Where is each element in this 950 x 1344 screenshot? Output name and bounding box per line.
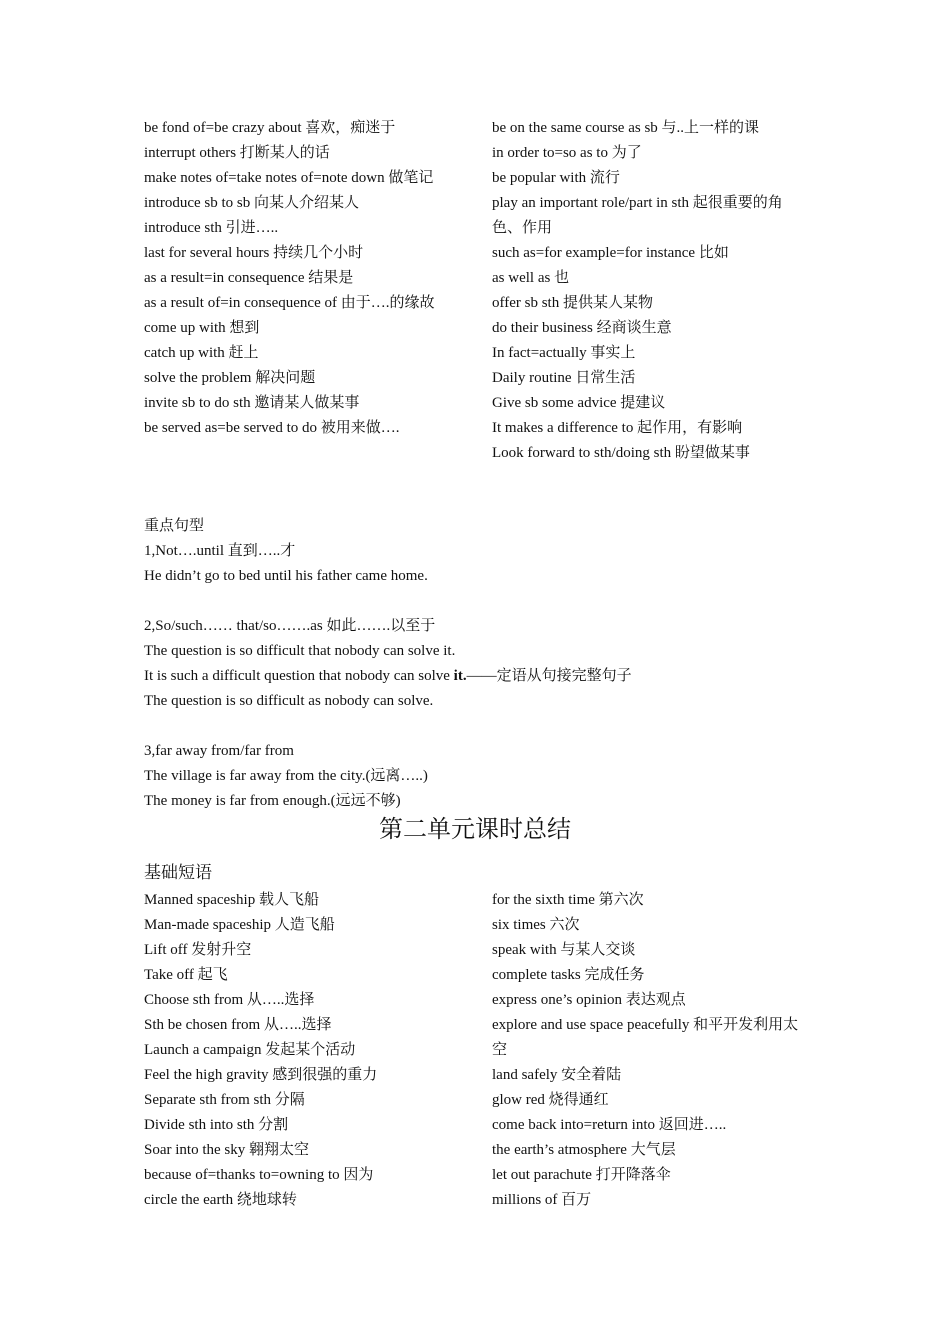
pattern-title: 1,Not….until 直到…..才 xyxy=(144,543,296,559)
phrase-item: Give sb some advice 提建议 xyxy=(492,395,666,411)
phrase-item: as a result of=in consequence of 由于….的缘故 xyxy=(144,295,435,311)
phrase-item: for the sixth time 第六次 xyxy=(492,892,644,908)
phrase-list-right-1 xyxy=(492,116,810,466)
phrase-item: Man-made spaceship 人造飞船 xyxy=(144,917,335,933)
phrase-item: make notes of=take notes of=note down 做笔记 xyxy=(144,170,434,186)
phrase-item: offer sb sth 提供某人某物 xyxy=(492,295,653,311)
example-sentence xyxy=(144,664,824,689)
phrase-item: In fact=actually 事实上 xyxy=(492,345,636,361)
phrase-item: Soar into the sky 翱翔太空 xyxy=(144,1142,309,1158)
phrase-item: do their business 经商谈生意 xyxy=(492,320,672,336)
phrase-item: Divide sth into sth 分割 xyxy=(144,1117,289,1133)
phrase-item: in order to=so as to 为了 xyxy=(492,145,642,161)
phrase-item: introduce sth 引进….. xyxy=(144,220,279,236)
phrase-item: interrupt others 打断某人的话 xyxy=(144,145,330,161)
phrase-item: last for several hours 持续几个小时 xyxy=(144,245,364,261)
phrase-item: Choose sth from 从…..选择 xyxy=(144,992,315,1008)
phrase-item: millions of 百万 xyxy=(492,1192,592,1208)
phrase-item: be popular with 流行 xyxy=(492,170,620,186)
example-text: It is such a difficult question that nobody can solve xyxy=(144,668,454,684)
spacer xyxy=(144,589,824,614)
phrase-item: be on the same course as sb 与..上一样的课 xyxy=(492,120,760,136)
phrase-item: Look forward to sth/doing sth 盼望做某事 xyxy=(492,445,750,461)
phrase-item: glow red 烧得通红 xyxy=(492,1092,609,1108)
pattern-title: 3,far away from/far from xyxy=(144,743,294,759)
phrase-item: six times 六次 xyxy=(492,917,580,933)
phrase-item: such as=for example=for instance 比如 xyxy=(492,245,729,261)
phrase-item: be served as=be served to do 被用来做…. xyxy=(144,420,400,436)
phrase-item: Feel the high gravity 感到很强的重力 xyxy=(144,1067,378,1083)
phrase-list-left-1 xyxy=(144,116,462,441)
phrase-item: let out parachute 打开降落伞 xyxy=(492,1167,671,1183)
phrase-item: Separate sth from sth 分隔 xyxy=(144,1092,305,1108)
section-heading: 基础短语 xyxy=(144,863,212,882)
spacer xyxy=(144,714,824,739)
example-sentence: The question is so difficult that nobody can solve it. xyxy=(144,643,456,659)
phrase-item: as well as 也 xyxy=(492,270,570,286)
phrase-item: express one’s opinion 表达观点 xyxy=(492,992,686,1008)
phrase-item: It makes a difference to 起作用，有影响 xyxy=(492,420,743,436)
phrase-item: solve the problem 解决问题 xyxy=(144,370,316,386)
phrase-item: Daily routine 日常生活 xyxy=(492,370,636,386)
phrase-item: circle the earth 绕地球转 xyxy=(144,1192,297,1208)
unit-title: 第二单元课时总结 xyxy=(379,817,571,843)
pattern-title: 2,So/such…… that/so…….as 如此…….以至于 xyxy=(144,618,436,634)
example-sentence: The question is so difficult as nobody can solve. xyxy=(144,693,434,709)
phrase-item: invite sb to do sth 邀请某人做某事 xyxy=(144,395,360,411)
example-sentence: He didn’t go to bed until his father came home. xyxy=(144,568,428,584)
section-heading: 重点句型 xyxy=(144,518,205,534)
phrase-item: Sth be chosen from 从…..选择 xyxy=(144,1017,332,1033)
phrase-item: the earth’s atmosphere 大气层 xyxy=(492,1142,676,1158)
bold-word: it. xyxy=(453,668,467,684)
phrase-item: play an important role/part in sth 起很重要的角色、作用 xyxy=(492,195,783,236)
example-sentence: The money is far from enough.(远远不够) xyxy=(144,793,401,809)
phrase-item: explore and use space peacefully 和平开发利用太空 xyxy=(492,1017,799,1058)
phrase-item: come back into=return into 返回进….. xyxy=(492,1117,727,1133)
phrase-item: because of=thanks to=owning to 因为 xyxy=(144,1167,374,1183)
phrase-item: Launch a campaign 发起某个活动 xyxy=(144,1042,356,1058)
phrase-item: catch up with 赶上 xyxy=(144,345,259,361)
phrase-item: Lift off 发射升空 xyxy=(144,942,252,958)
phrase-item: Manned spaceship 载人飞船 xyxy=(144,892,319,908)
phrase-item: be fond of=be crazy about 喜欢，痴迷于 xyxy=(144,120,396,136)
phrase-list-left-2 xyxy=(144,888,462,1213)
phrase-item: come up with 想到 xyxy=(144,320,260,336)
phrase-item: speak with 与某人交谈 xyxy=(492,942,636,958)
example-sentence: The village is far away from the city.(远离…..) xyxy=(144,768,428,784)
phrase-list-right-2 xyxy=(492,888,810,1213)
phrase-item: Take off 起飞 xyxy=(144,967,228,983)
phrase-item: introduce sb to sb 向某人介绍某人 xyxy=(144,195,359,211)
phrase-item: complete tasks 完成任务 xyxy=(492,967,645,983)
example-note: ——定语从句接完整句子 xyxy=(466,668,632,684)
phrase-item: land safely 安全着陆 xyxy=(492,1067,622,1083)
phrase-item: as a result=in consequence 结果是 xyxy=(144,270,354,286)
key-sentence-patterns xyxy=(144,514,824,814)
